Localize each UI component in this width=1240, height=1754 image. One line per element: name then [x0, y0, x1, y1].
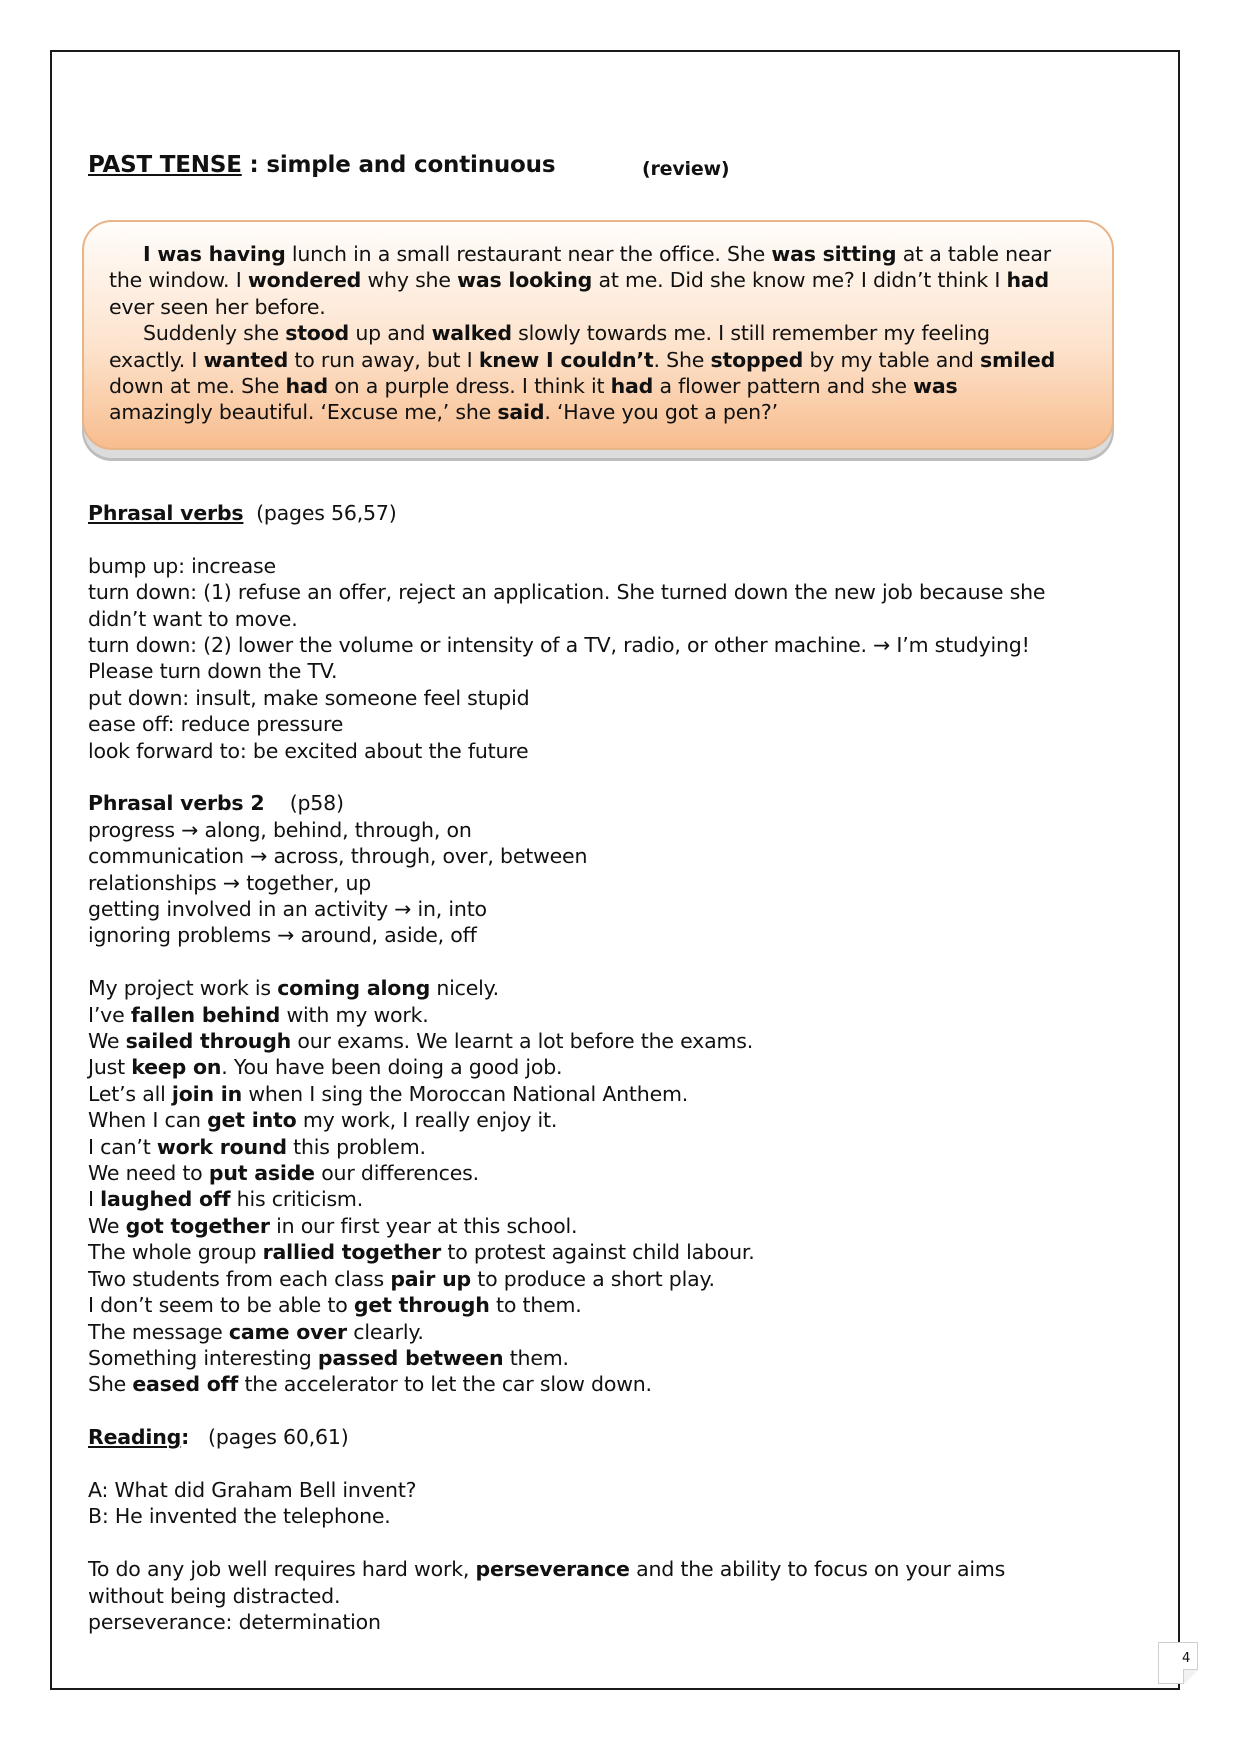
- page-title: [88, 152, 1158, 182]
- example-sentence: I laughed off his criticism.: [88, 1187, 364, 1212]
- qa-line: B: He invented the telephone.: [88, 1504, 391, 1529]
- example-sentence: I don’t seem to be able to get through to them.: [88, 1293, 582, 1318]
- example-line: Suddenly she stood up and walked slowly towards me. I still remember my feeling: [143, 321, 990, 346]
- key-verb: join in: [171, 1081, 242, 1106]
- example-line: ever seen her before.: [109, 294, 326, 319]
- reading-heading: Reading: (pages 60,61): [88, 1425, 349, 1450]
- key-verb: wanted: [203, 347, 289, 372]
- definition-line: bump up: increase: [88, 553, 276, 578]
- example-sentence: She eased off the accelerator to let the car slow down.: [88, 1372, 652, 1397]
- key-verb: had: [610, 374, 654, 399]
- key-verb: put aside: [208, 1161, 315, 1186]
- category-line: relationships → together, up: [88, 870, 372, 895]
- example-sentence: The message came over clearly.: [88, 1319, 424, 1344]
- key-verb: pair up: [390, 1266, 471, 1291]
- page-curl-icon: [1183, 1669, 1198, 1684]
- key-verb: was: [913, 374, 958, 399]
- category-line: getting involved in an activity → in, into: [88, 897, 487, 922]
- key-verb: laughed off: [100, 1187, 231, 1212]
- example-line: exactly. I wanted to run away, but I knew I couldn’t. She stopped by my table and smiled: [109, 347, 1056, 372]
- example-paragraph-1: [109, 241, 1090, 320]
- past-tense-example-box: [82, 220, 1114, 450]
- key-verb: smiled: [980, 347, 1056, 372]
- phrasal-verbs-title: Phrasal verbs: [88, 501, 244, 525]
- key-verb: perseverance: [475, 1557, 630, 1582]
- key-verb: walked: [431, 321, 512, 346]
- example-sentence: When I can get into my work, I really enjoy it.: [88, 1108, 558, 1133]
- phrasal-verbs-2-examples: [88, 975, 1158, 1398]
- key-verb: got together: [125, 1213, 270, 1238]
- reading-pages: (pages 60,61): [208, 1425, 349, 1450]
- title-rest: : simple and continuous: [241, 152, 556, 178]
- title-underlined: PAST TENSE: [88, 152, 242, 178]
- key-verb: had: [285, 374, 329, 399]
- key-verb: was having: [157, 242, 286, 266]
- reading-paragraph: [88, 1556, 1158, 1635]
- paragraph-line: To do any job well requires hard work, perseverance and the ability to focus on your aims: [88, 1557, 1006, 1582]
- paragraph-line: without being distracted.: [88, 1583, 341, 1608]
- definition-line: turn down: (2) lower the volume or intensity of a TV, radio, or other machine. → I’m studying!: [88, 633, 1030, 657]
- example-sentence: We need to put aside our differences.: [88, 1161, 479, 1186]
- key-verb: get through: [353, 1293, 490, 1318]
- category-line: ignoring problems → around, aside, off: [88, 923, 477, 948]
- definition-line: turn down: (1) refuse an offer, reject an application. She turned down the new job because she: [88, 580, 1046, 605]
- example-sentence: I can’t work round this problem.: [88, 1134, 426, 1159]
- definition-line: look forward to: be excited about the future: [88, 738, 529, 763]
- key-verb: passed between: [317, 1345, 504, 1370]
- phrasal-verbs-2-pages: (p58): [289, 791, 344, 816]
- phrasal-verbs-2-heading: [88, 790, 1158, 816]
- example-line: down at me. She had on a purple dress. I think it had a flower pattern and she was: [109, 374, 958, 399]
- page-content: [88, 152, 1158, 1635]
- key-verb: said: [497, 400, 545, 425]
- qa-line: A: What did Graham Bell invent?: [88, 1477, 417, 1502]
- example-sentence: Something interesting passed between them.: [88, 1345, 569, 1370]
- key-verb: had: [1006, 268, 1049, 293]
- reading-question-answer: [88, 1477, 1158, 1530]
- phrasal-verbs-definitions: [88, 553, 1158, 764]
- key-verb: I: [143, 242, 158, 266]
- key-verb: eased off: [132, 1372, 239, 1397]
- category-line: progress → along, behind, through, on: [88, 817, 472, 842]
- example-sentence: Just keep on. You have been doing a good job.: [88, 1055, 563, 1080]
- key-verb: came over: [228, 1319, 347, 1344]
- key-verb: wondered: [247, 268, 362, 293]
- phrasal-verbs-pages: (pages 56,57): [256, 501, 397, 525]
- key-verb: keep on: [131, 1055, 222, 1080]
- example-sentence: Two students from each class pair up to produce a short play.: [88, 1266, 715, 1291]
- key-verb: was looking: [457, 268, 593, 293]
- page-number: 4: [1158, 1642, 1198, 1684]
- definition-line: ease off: reduce pressure: [88, 712, 344, 737]
- key-verb: work round: [156, 1134, 287, 1159]
- example-sentence: The whole group rallied together to protest against child labour.: [88, 1240, 755, 1265]
- key-verb: was sitting: [771, 242, 897, 266]
- definition-line: put down: insult, make someone feel stupid: [88, 685, 530, 710]
- phrasal-verbs-heading: [88, 500, 1158, 526]
- key-verb: stood: [285, 321, 350, 346]
- example-sentence: My project work is coming along nicely.: [88, 976, 499, 1001]
- key-verb: stopped: [710, 347, 804, 372]
- key-verb: fallen behind: [130, 1002, 281, 1027]
- definition-line: didn’t want to move.: [88, 606, 298, 631]
- key-verb: rallied together: [262, 1240, 442, 1265]
- key-verb: sailed through: [125, 1029, 292, 1054]
- example-line: the window. I wondered why she was looking at me. Did she know me? I didn’t think I had: [109, 268, 1049, 293]
- key-verb: get into: [207, 1108, 297, 1133]
- example-line: amazingly beautiful. ‘Excuse me,’ she said. ‘Have you got a pen?’: [109, 400, 778, 425]
- phrasal-verbs-2-title: Phrasal verbs 2: [88, 791, 265, 816]
- paragraph-line: perseverance: determination: [88, 1609, 381, 1634]
- category-line: communication → across, through, over, between: [88, 844, 588, 869]
- example-paragraph-2: [109, 320, 1090, 426]
- example-sentence: Let’s all join in when I sing the Moroccan National Anthem.: [88, 1081, 689, 1106]
- example-sentence: We got together in our first year at this school.: [88, 1213, 578, 1238]
- phrasal-verbs-2-categories: [88, 817, 1158, 949]
- example-line: I was having lunch in a small restaurant near the office. She was sitting at a table near: [143, 242, 1051, 266]
- key-verb: knew I couldn’t: [478, 347, 654, 372]
- definition-line: Please turn down the TV.: [88, 659, 338, 684]
- example-sentence: I’ve fallen behind with my work.: [88, 1002, 429, 1027]
- reading-title: Reading: [88, 1425, 182, 1450]
- title-review: (review): [642, 158, 730, 180]
- example-sentence: We sailed through our exams. We learnt a lot before the exams.: [88, 1029, 754, 1054]
- key-verb: coming along: [277, 976, 431, 1001]
